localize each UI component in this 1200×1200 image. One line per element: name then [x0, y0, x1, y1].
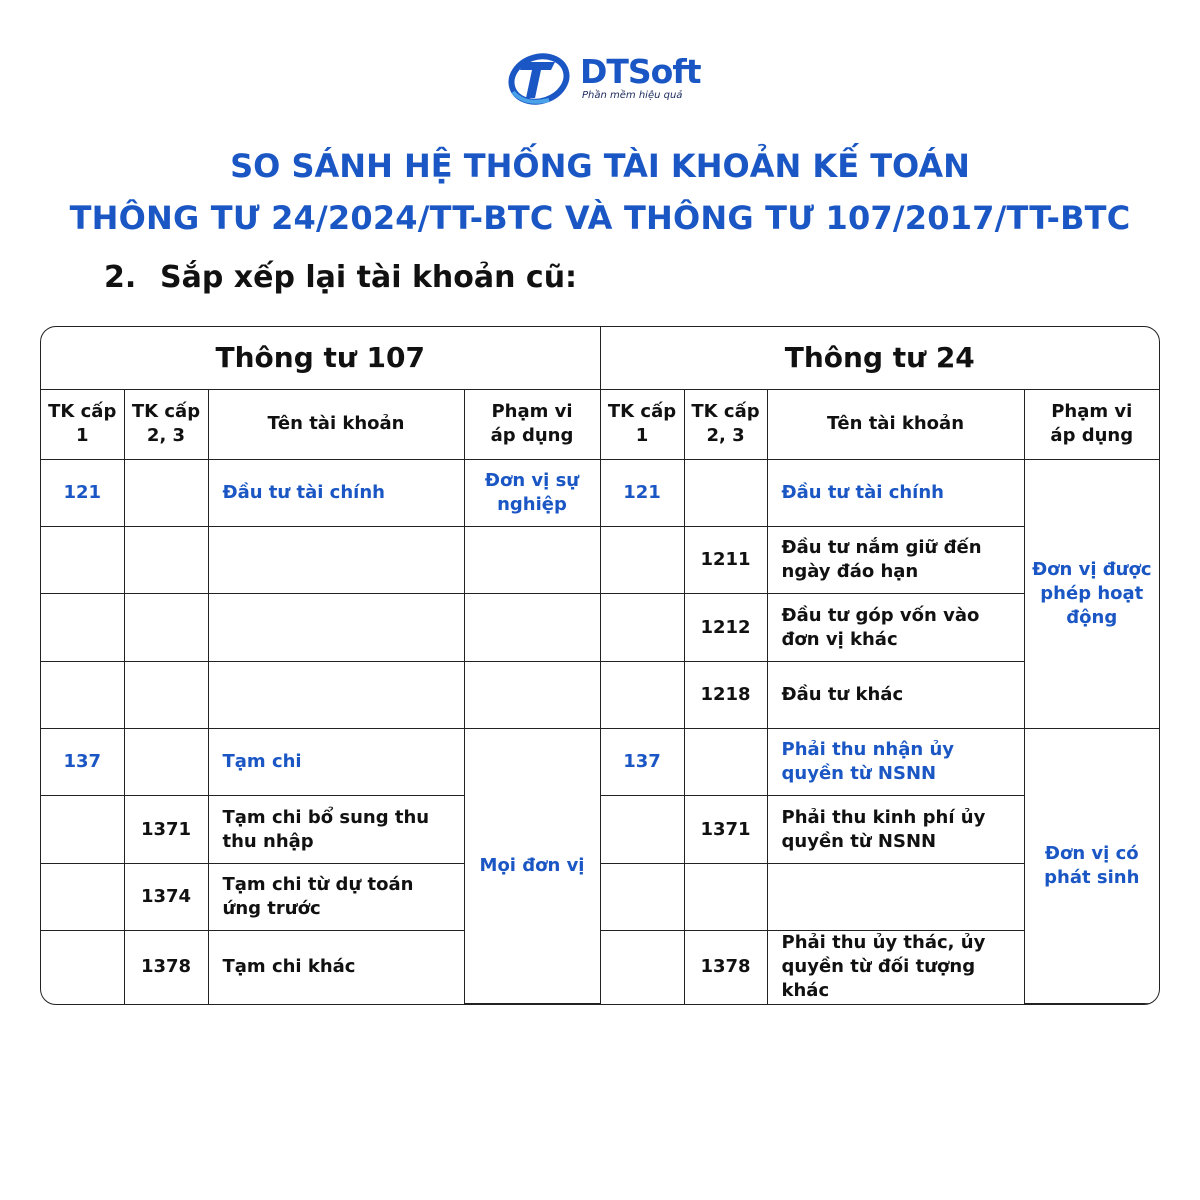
- tk23-cell: 1378: [684, 931, 767, 1004]
- empty-cell: [208, 594, 464, 661]
- scope-cell-group2-right: Đơn vị có phát sinh: [1024, 729, 1159, 1004]
- tk1-cell: [41, 863, 124, 930]
- col-header-scope-left: Phạm vi áp dụng: [464, 390, 600, 459]
- table-row: [41, 863, 1159, 930]
- table-row: [41, 796, 1159, 863]
- dtsoft-logo: [505, 52, 705, 108]
- tk23-cell: [124, 459, 208, 526]
- empty-cell: [208, 661, 464, 728]
- empty-cell: [464, 527, 600, 594]
- tk1-cell: 121: [41, 459, 124, 526]
- account-name-cell: Tạm chi bổ sung thu thu nhập: [208, 796, 464, 863]
- scope-cell: Đơn vị sự nghiệp: [464, 459, 600, 526]
- col-header-tk1-left: TK cấp 1: [41, 390, 124, 459]
- account-name-cell: Tạm chi khác: [208, 931, 464, 1004]
- logo-brand: DTSoft: [580, 52, 701, 91]
- table-row: [41, 729, 1159, 796]
- col-header-scope-right: Phạm vi áp dụng: [1024, 390, 1159, 459]
- tk23-cell: [684, 459, 767, 526]
- col-header-tk1-right: TK cấp 1: [600, 390, 684, 459]
- account-name-cell: Đầu tư tài chính: [208, 459, 464, 526]
- table-row: [41, 931, 1159, 1004]
- tk23-cell: 1371: [124, 796, 208, 863]
- tk23-cell: 1212: [684, 594, 767, 661]
- col-header-tk23-left: TK cấp 2, 3: [124, 390, 208, 459]
- empty-cell: [41, 527, 124, 594]
- account-name-cell: [767, 863, 1024, 930]
- group-header-tt107: Thông tư 107: [41, 327, 600, 390]
- page-title-line2: THÔNG TƯ 24/2024/TT-BTC VÀ THÔNG TƯ 107/2017/TT-BTC: [69, 199, 1131, 237]
- comparison-table: [40, 326, 1160, 1005]
- empty-cell: [124, 661, 208, 728]
- empty-cell: [124, 594, 208, 661]
- scope-cell-group2-left: Mọi đơn vị: [464, 729, 600, 1004]
- empty-cell: [464, 661, 600, 728]
- group-header-tt24: Thông tư 24: [600, 327, 1159, 390]
- empty-cell: [464, 594, 600, 661]
- tk23-cell: 1371: [684, 796, 767, 863]
- section-heading: [104, 256, 577, 300]
- account-name-cell: Phải thu kinh phí ủy quyền từ NSNN: [767, 796, 1024, 863]
- col-header-tk23-right: TK cấp 2, 3: [684, 390, 767, 459]
- table-row: [41, 661, 1159, 728]
- empty-cell: [208, 527, 464, 594]
- tk1-cell: [600, 931, 684, 1004]
- col-header-name-right: Tên tài khoản: [767, 390, 1024, 459]
- page-title-line1: SO SÁNH HỆ THỐNG TÀI KHOẢN KẾ TOÁN: [230, 147, 970, 185]
- tk1-cell: [600, 661, 684, 728]
- section-number: 2.: [104, 260, 137, 295]
- dtsoft-logo-icon: [505, 52, 577, 108]
- account-name-cell: Phải thu ủy thác, ủy quyền từ đối tượng khác: [767, 931, 1024, 1004]
- tk1-cell: [600, 527, 684, 594]
- table-row: [41, 527, 1159, 594]
- tk1-cell: [41, 931, 124, 1004]
- table-row: [41, 459, 1159, 526]
- tk1-cell: 121: [600, 459, 684, 526]
- table-row: [41, 594, 1159, 661]
- tk23-cell: 1374: [124, 863, 208, 930]
- tk23-cell: [684, 863, 767, 930]
- empty-cell: [41, 661, 124, 728]
- account-name-cell: Đầu tư tài chính: [767, 459, 1024, 526]
- tk23-cell: [124, 729, 208, 796]
- tk1-cell: [41, 796, 124, 863]
- tk1-cell: 137: [41, 729, 124, 796]
- account-name-cell: Đầu tư góp vốn vào đơn vị khác: [767, 594, 1024, 661]
- account-name-cell: Đầu tư nắm giữ đến ngày đáo hạn: [767, 527, 1024, 594]
- tk1-cell: [600, 863, 684, 930]
- account-name-cell: Đầu tư khác: [767, 661, 1024, 728]
- tk1-cell: [600, 594, 684, 661]
- tk23-cell: 1211: [684, 527, 767, 594]
- tk23-cell: 1378: [124, 931, 208, 1004]
- tk1-cell: [600, 796, 684, 863]
- tk23-cell: 1218: [684, 661, 767, 728]
- scope-cell-group1: Đơn vị được phép hoạt động: [1024, 459, 1159, 728]
- logo-tagline: Phần mềm hiệu quả: [582, 90, 683, 101]
- empty-cell: [41, 594, 124, 661]
- account-name-cell: Tạm chi từ dự toán ứng trước: [208, 863, 464, 930]
- tk23-cell: [684, 729, 767, 796]
- account-name-cell: Tạm chi: [208, 729, 464, 796]
- tk1-cell: 137: [600, 729, 684, 796]
- account-name-cell: Phải thu nhận ủy quyền từ NSNN: [767, 729, 1024, 796]
- empty-cell: [124, 527, 208, 594]
- section-text: Sắp xếp lại tài khoản cũ:: [160, 260, 578, 295]
- col-header-name-left: Tên tài khoản: [208, 390, 464, 459]
